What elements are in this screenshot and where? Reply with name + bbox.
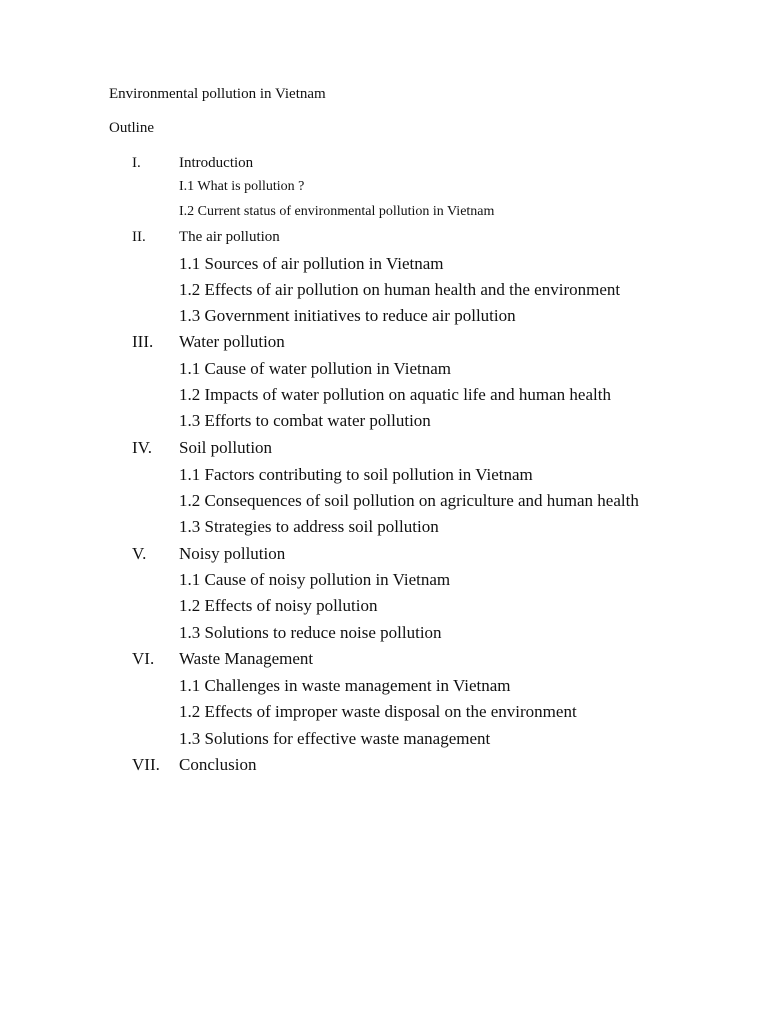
subsection-item: 1.1 Cause of water pollution in Vietnam — [179, 359, 452, 378]
section-numeral: VII. — [132, 755, 160, 774]
section-heading: Soil pollution — [179, 438, 273, 457]
subsection-item: 1.2 Impacts of water pollution on aquatic life and human health — [179, 385, 611, 404]
section-heading: Introduction — [179, 155, 254, 171]
section-heading: Noisy pollution — [179, 544, 286, 563]
subsection-item: 1.3 Solutions for effective waste management — [179, 729, 491, 748]
subsection-item: 1.1 Challenges in waste management in Vietnam — [179, 676, 511, 695]
section-heading: Waste Management — [179, 649, 314, 668]
section-numeral: II. — [132, 229, 146, 245]
section-numeral: VI. — [132, 649, 155, 668]
section-numeral: V. — [132, 544, 147, 563]
section-heading: Conclusion — [179, 755, 257, 774]
subsection-item: 1.2 Effects of improper waste disposal on the environment — [179, 702, 577, 721]
subsection-item: I.2 Current status of environmental pollution in Vietnam — [179, 204, 495, 219]
subsection-item: 1.3 Efforts to combat water pollution — [179, 411, 431, 430]
subsection-item: I.1 What is pollution ? — [179, 179, 305, 194]
subsection-item: 1.3 Government initiatives to reduce air pollution — [179, 306, 516, 325]
section-heading: Water pollution — [179, 332, 285, 351]
outline-label: Outline — [109, 120, 154, 136]
subsection-item: 1.1 Cause of noisy pollution in Vietnam — [179, 570, 451, 589]
section-numeral: III. — [132, 332, 154, 351]
subsection-item: 1.2 Effects of air pollution on human health and the environment — [179, 280, 621, 299]
subsection-item: 1.1 Sources of air pollution in Vietnam — [179, 254, 444, 273]
section-numeral: I. — [132, 155, 141, 171]
subsection-item: 1.3 Strategies to address soil pollution — [179, 517, 439, 536]
section-heading: The air pollution — [179, 229, 280, 245]
section-numeral: IV. — [132, 438, 152, 457]
subsection-item: 1.2 Effects of noisy pollution — [179, 596, 378, 615]
document-title: Environmental pollution in Vietnam — [109, 86, 326, 102]
subsection-item: 1.3 Solutions to reduce noise pollution — [179, 623, 442, 642]
subsection-item: 1.1 Factors contributing to soil pollution in Vietnam — [179, 465, 533, 484]
subsection-item: 1.2 Consequences of soil pollution on agriculture and human health — [179, 491, 639, 510]
